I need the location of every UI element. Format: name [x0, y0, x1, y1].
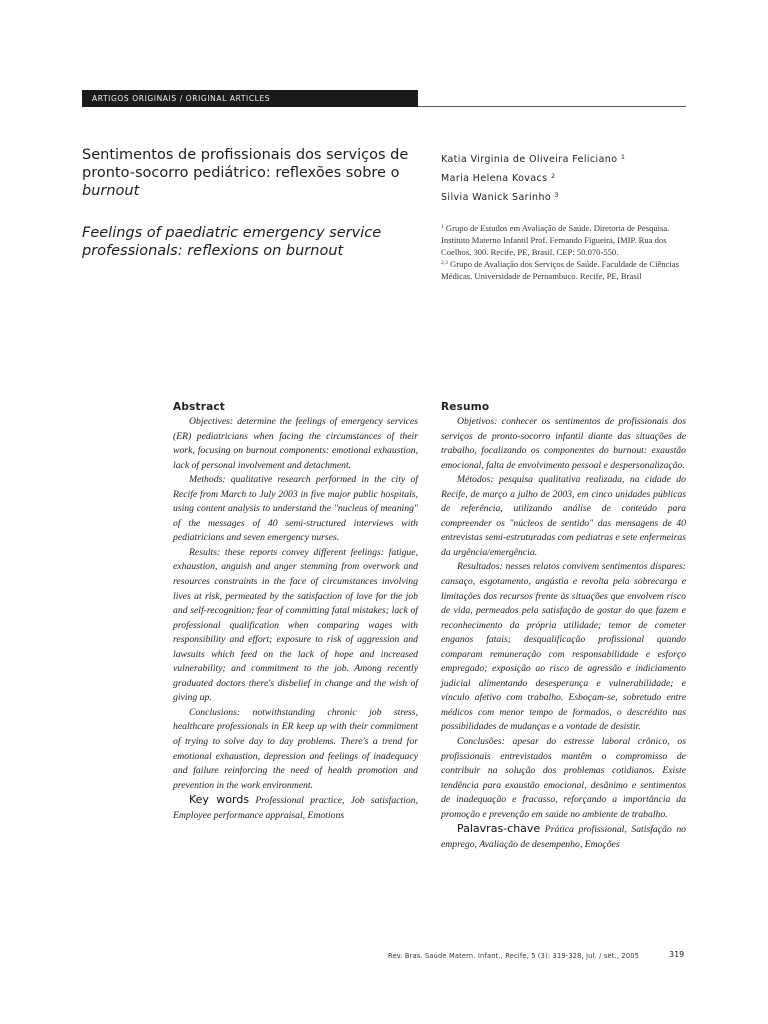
keywords-label: Key words [189, 793, 250, 807]
resumo-keywords [441, 822, 686, 852]
header-rule [418, 106, 686, 107]
journal-citation: Rev. Bras. Saúde Matern. Infant., Recife, 5 (3): 319-328, jul. / set., 2005 [388, 952, 640, 960]
author-ref: 1 [620, 153, 626, 161]
title-portuguese [82, 146, 422, 200]
author: Katia Virginia de Oliveira Feliciano $^1$ [441, 153, 626, 165]
title-en-line-2: professionals: reflexions on burnout [82, 243, 344, 259]
resumo-paragraph: Conclusões: apesar do estresse laboral crônico, os profissionais entrevistados mantêm o compromisso de contribuir na solução dos problemas cotidianos. Existe tendência para exaustão emocional, desânimo e sentimentos de inadequação e fracasso, reforçando a importância da promoção e prevenção em saúde no ambiente de trabalho. [441, 736, 686, 820]
page-number: 319 [669, 950, 685, 959]
resumo-column [441, 401, 686, 852]
abstract-paragraph: Objectives: determine the feelings of emergency services (ER) pediatricians when facing the circumstances of their work, focusing on burnout components: emotional exhaustion, lack of personal involvement and detachment. [173, 416, 418, 471]
palavras-chave-text: Prática profissional, Satisfação no emprego, Avaliação de desempenho, Emoções [441, 824, 687, 850]
affiliations [441, 222, 691, 283]
abstract-column [173, 401, 418, 823]
abstract-keywords [173, 793, 418, 823]
resumo-heading: Resumo [441, 401, 490, 413]
abstract-paragraph: Methods: qualitative research performed in the city of Recife from March to July 2003 in five major public hospitals, using content analysis to understand the "nucleus of meaning" of the messages of 40 semi-structured interviews with pediatricians and seven emergency nurses. [173, 474, 418, 544]
affiliation: $^{2,3}$ Grupo de Avaliação dos Serviços de Saúde. Faculdade de Ciências Médicas. Universidade de Pernambuco. Recife, PE, Brasil [441, 259, 679, 282]
affiliation: $^1$ Grupo de Estudos em Avaliação de Saúde. Diretoria de Pesquisa. Instituto Materno Infantil Prof. Fernando Figueira, IMIP. Rua dos Coelhos, 300. Recife, PE, Brasil. CEP: 50.070-550. [441, 223, 670, 257]
author: Silvia Wanick Sarinho $^3$ [441, 191, 560, 203]
title-pt-line-2: pronto-socorro pediátrico: reflexões sobre o [82, 165, 400, 181]
section-label-bar: ARTIGOS ORIGINAIS / ORIGINAL ARTICLES [82, 90, 418, 107]
resumo-paragraph: Resultados: nesses relatos convivem sentimentos díspares: cansaço, esgotamento, angústia e revolta pela sobrecarga e limitações dos recursos frente às situações que envolvem risco de vida, permeados pela satisfação de gostar do que fazem e reconhecimento da própria utilidade; temor de cometer enganos fatais; desqualificação profissional quando comparam remuneração com responsabilidade e esforço empregado; exposição ao risco de agressão e indiciamento judicial alimentando desesperança e vulnerabilidade; e vínculo afetivo com trabalho. Esboçam-se, sobretudo entre médicos com menor tempo de formados, o descrédito nas possibilidades de mudanças e a vontade de desistir. [441, 561, 686, 733]
title-en-line-1: Feelings of paediatric emergency service [82, 225, 382, 241]
abstract-heading: Abstract [173, 401, 226, 413]
author: Maria Helena Kovacs $^2$ [441, 172, 556, 184]
resumo-paragraph: Métodos: pesquisa qualitativa realizada, na cidade do Recife, de março a julho de 2003, em cinco unidades públicas de referência, utilizando análise de conteúdo para compreender os "núcleos de sentido" das mensagens de 40 entrevistas semi-estruturadas com pediatras e sete enfermeiras da urgência/emergência. [441, 474, 686, 558]
author-ref: 2 [550, 172, 556, 180]
title-pt-line-1: Sentimentos de profissionais dos serviços de [82, 147, 409, 163]
title-pt-line-3: burnout [82, 183, 140, 199]
abstract-paragraph: Conclusions: notwithstanding chronic job stress, healthcare professionals in ER keep up with their commitment of trying to solve day to day problems. There's a trend for emotional exhaustion, depression and feelings of inadequacy and failure reinforcing the need of health promotion and prevention in the work environment. [173, 706, 418, 791]
palavras-chave-label: Palavras-chave [457, 822, 541, 836]
abstract-paragraph: Results: these reports convey different feelings: fatigue, exhaustion, anguish and anger stemming from overwork and resources constraints in the face of circumstances involving lives at risk, permeated by the satisfaction of love for the job and self-recognition; fear of committing fatal mistakes; lack of professional qualification when comparing wages with responsibility and effort; exposure to risk of aggression and lawsuits which feed on the lack of hope and increased vulnerability; and commitment to the job. Among recently graduated doctors there's disbelief in change and the wish of giving up. [173, 546, 418, 704]
resumo-paragraph: Objetivos: conhecer os sentimentos de profissionais dos serviços de pronto-socorro infantil diante das situações de trabalho, focalizando os componentes do burnout: exaustão emocional, falta de envolvimento pessoal e despersonalização. [441, 416, 686, 471]
keywords-text: Professional practice, Job satisfaction, Employee performance appraisal, Emotions [173, 795, 418, 821]
title-english [82, 224, 422, 260]
author-list [441, 149, 681, 206]
author-ref: 3 [554, 191, 560, 199]
